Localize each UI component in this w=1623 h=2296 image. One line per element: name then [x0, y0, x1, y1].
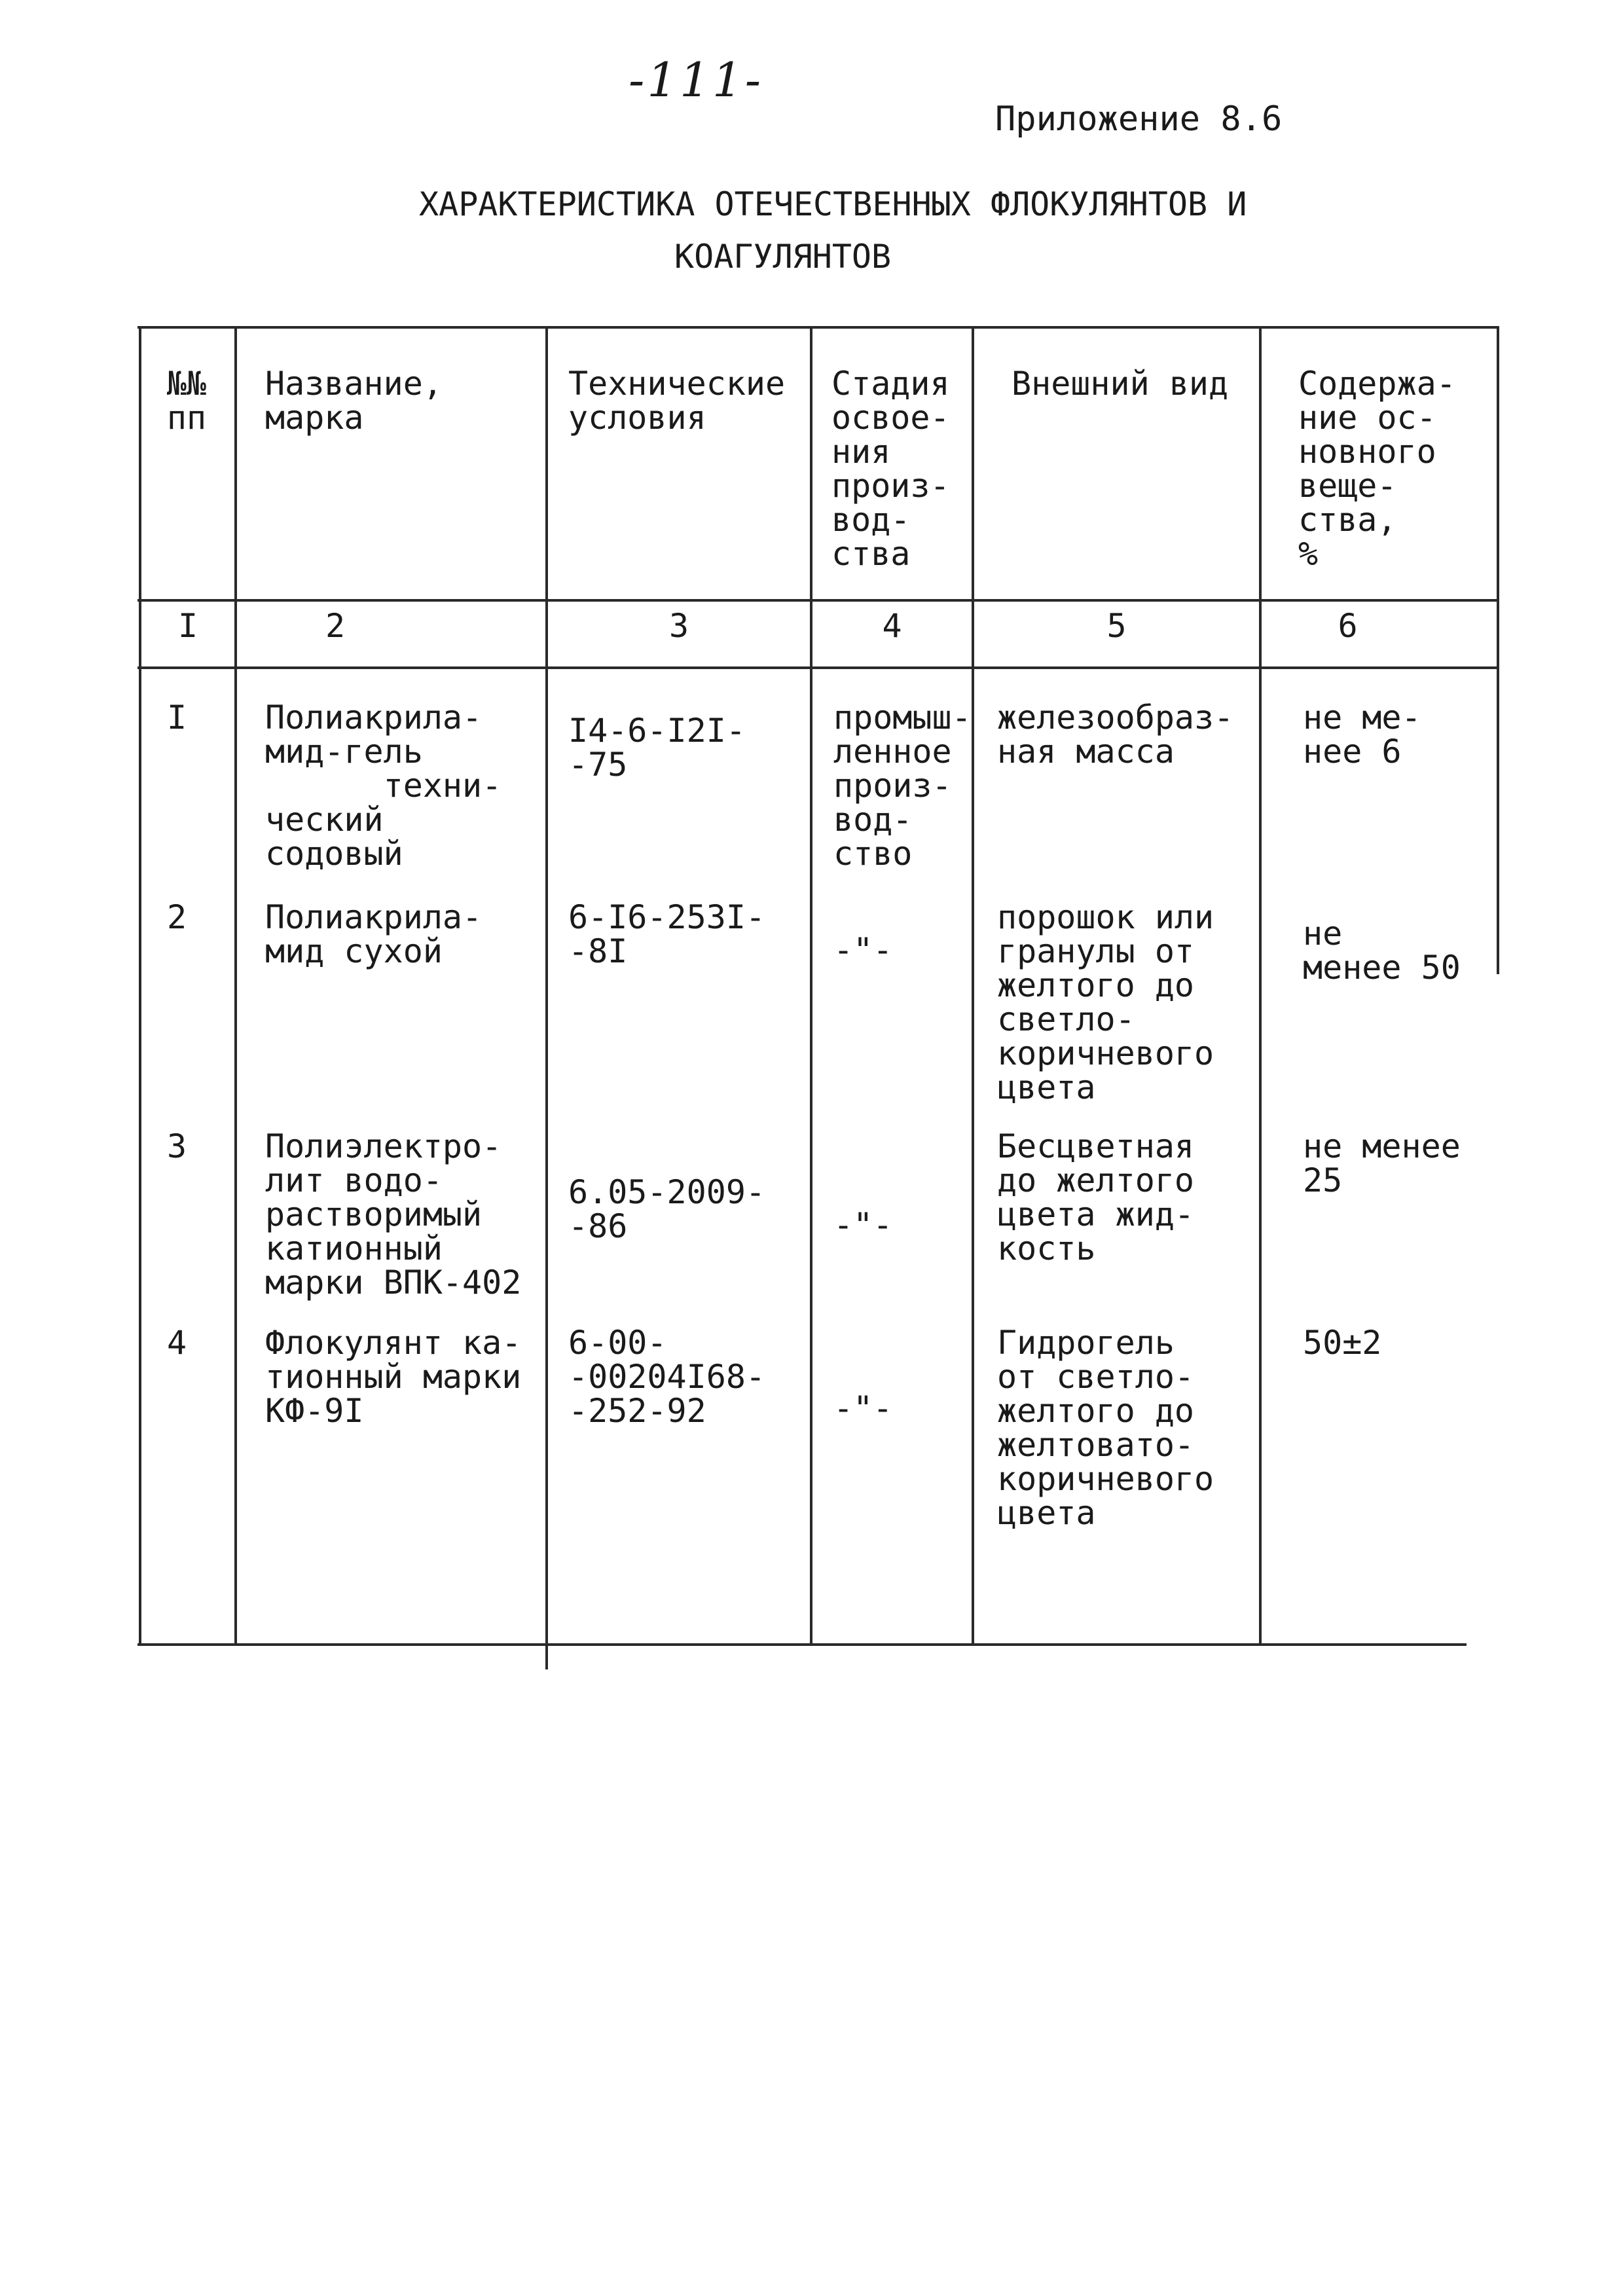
table-row-1-name: Полиакрила- мид-гель техни- ческий содовый: [265, 699, 502, 873]
table-row-1-tu: I4-6-I2I- -75: [568, 712, 746, 784]
column-divider-3: [810, 327, 812, 1645]
column-divider-4: [972, 327, 974, 1645]
table-top-border: [137, 326, 1499, 329]
title-line-1: ХАРАКТЕРИСТИКА ОТЕЧЕСТВЕННЫХ ФЛОКУЛЯНТОВ И: [419, 185, 1247, 223]
table-row-1-content: не ме- нее 6: [1303, 699, 1421, 771]
table-left-border: [139, 327, 141, 1645]
table-row-4-number: 4: [167, 1324, 187, 1362]
table-row-2-tu: 6-I6-253I- -8I: [568, 898, 766, 970]
table-right-border: [1497, 327, 1499, 974]
table-row-1-appearance: железообраз- ная масса: [997, 699, 1234, 771]
table-row-4-tu: 6-00- -00204I68- -252-92: [568, 1324, 766, 1430]
table-row-3-number: 3: [167, 1127, 187, 1165]
column-divider-2: [545, 327, 548, 1669]
table-row-3-stage: -"-: [833, 1206, 893, 1244]
table-row-3-tu: 6.05-2009- -86: [568, 1173, 766, 1245]
column-number-4: 4: [882, 607, 902, 645]
header-number: №№ пп: [166, 365, 207, 437]
table-row-1-stage: промыш- ленное произ- вод- ство: [833, 699, 972, 873]
header-name: Название, марка: [265, 365, 443, 437]
column-number-2: 2: [325, 607, 346, 645]
column-number-1: I: [177, 607, 198, 645]
column-number-5: 5: [1106, 607, 1127, 645]
table-row-1-number: I: [167, 699, 187, 737]
column-number-6: 6: [1338, 607, 1358, 645]
table-row-2-number: 2: [167, 898, 187, 936]
column-divider-1: [234, 327, 237, 1645]
table-row-4-name: Флокулянт ка- тионный марки КФ-9I: [265, 1324, 522, 1430]
table-row-4-appearance: Гидрогель от светло- желтого до желтовато- коричневого цвета: [997, 1324, 1214, 1532]
table-row-3-name: Полиэлектро- лит водо- растворимый катионный марки ВПК-402: [265, 1127, 522, 1302]
page-number: -111-: [629, 52, 764, 107]
table-row-4-content: 50±2: [1303, 1324, 1382, 1362]
title-line-2: КОАГУЛЯНТОВ: [674, 238, 892, 276]
document-title: [419, 178, 1309, 283]
table-row-2-appearance: порошок или гранулы от желтого до светло- коричневого цвета: [997, 898, 1214, 1106]
header-divider: [137, 599, 1499, 602]
header-production-stage: Стадия освое- ния произ- вод- ства: [831, 365, 950, 573]
table-row-4-stage: -"-: [833, 1389, 893, 1427]
column-number-3: 3: [668, 607, 689, 645]
header-appearance: Внешний вид: [1012, 365, 1229, 403]
table-bottom-border: [137, 1643, 1467, 1646]
table-row-3-appearance: Бесцветная до желтого цвета жид- кость: [997, 1127, 1195, 1267]
column-numbers-divider: [137, 666, 1499, 669]
table-row-2-name: Полиакрила- мид сухой: [265, 898, 483, 970]
column-divider-5: [1259, 327, 1262, 1645]
table-row-3-content: не менее 25: [1303, 1127, 1461, 1199]
appendix-label: Приложение 8.6: [995, 100, 1283, 139]
table-row-2-content: не менее 50: [1303, 915, 1461, 987]
header-technical-conditions: Технические условия: [568, 365, 786, 437]
table-row-2-stage: -"-: [833, 931, 893, 969]
header-main-substance-content: Содержа- ние ос- новного веще- ства, %: [1298, 365, 1456, 573]
